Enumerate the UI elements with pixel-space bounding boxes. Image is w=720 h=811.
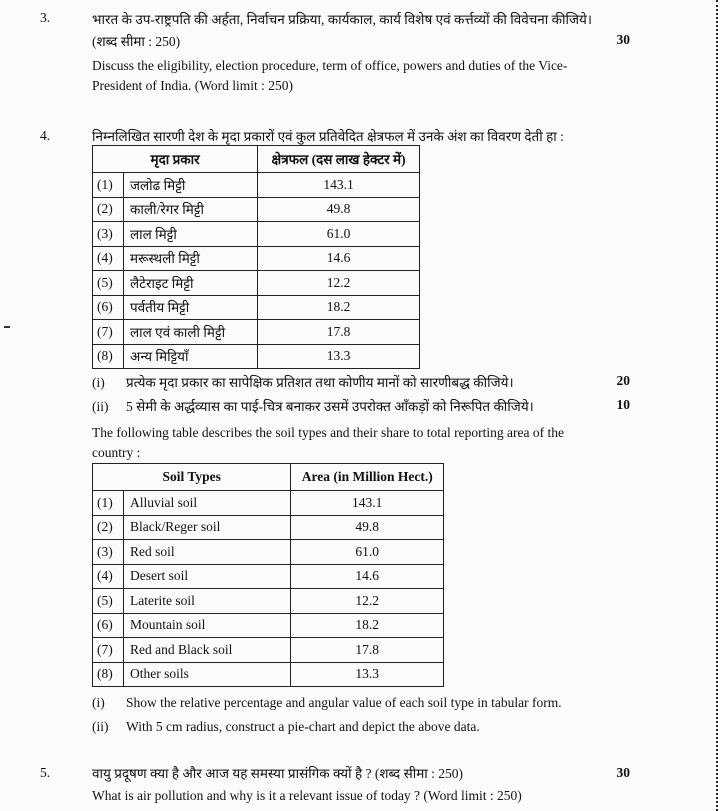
row-number: (7) (93, 320, 124, 345)
q4-sub-i-marks: 20 (616, 373, 630, 388)
column-header-area: क्षेत्रफल (दस लाख हेक्टर में) (258, 146, 420, 173)
area-cell: 143.1 (258, 173, 420, 198)
soil-type-cell: लाल मिट्टी (124, 222, 258, 247)
area-cell: 61.0 (258, 222, 420, 247)
q3-number: 3. (40, 10, 51, 25)
q4-english-intro-line1: The following table describes the soil types and their share to total reporting area of the (92, 425, 564, 440)
q4-hindi-sub-ii (92, 397, 534, 415)
table-row (93, 222, 420, 247)
soil-type-cell: पर्वतीय मिट्टी (124, 295, 258, 320)
q3-hindi-line1: भारत के उप-राष्ट्रपति की अर्हता, निर्वाचन प्रक्रिया, कार्यकाल, कार्य विशेष एवं कर्त्तव्यों की विवेचना कीजिये। (92, 12, 592, 27)
q3-marks: 30 (616, 32, 630, 47)
row-number: (1) (93, 491, 124, 516)
q5-hindi-line: वायु प्रदूषण क्या है और आज यह समस्या प्रासंगिक क्यों है ? (शब्द सीमा : 250) (92, 766, 464, 781)
soil-type-cell: लाल एवं काली मिट्टी (124, 320, 258, 345)
q4-english-intro-line2: country : (92, 445, 141, 460)
q5-english-line: What is air pollution and why is it a relevant issue of today ? (Word limit : 250) (92, 788, 522, 803)
hindi-soil-table (92, 145, 420, 369)
soil-type-cell: Desert soil (124, 564, 291, 589)
area-cell: 14.6 (258, 246, 420, 271)
sub-roman: (ii) (92, 399, 109, 414)
column-header-area: Area (in Million Hect.) (291, 464, 444, 491)
row-number: (5) (93, 271, 124, 296)
sub-text: Show the relative percentage and angular value of each soil type in tabular form. (126, 695, 562, 710)
table-row (93, 564, 444, 589)
soil-type-cell: Red and Black soil (124, 638, 291, 663)
row-number: (8) (93, 344, 124, 369)
column-header-soil-type: मृदा प्रकार (93, 146, 258, 173)
sub-roman: (i) (92, 695, 105, 710)
area-cell: 14.6 (291, 564, 444, 589)
q4-hindi-intro: निम्नलिखित सारणी देश के मृदा प्रकारों एवं कुल प्रतिवेदित क्षेत्रफल में उनके अंश का विवरण देती हा : (92, 129, 564, 144)
row-number: (6) (93, 613, 124, 638)
row-number: (2) (93, 515, 124, 540)
sub-roman: (i) (92, 375, 105, 390)
row-number: (5) (93, 589, 124, 614)
q5-marks: 30 (616, 765, 630, 780)
table-row (93, 295, 420, 320)
row-number: (4) (93, 246, 124, 271)
row-number: (6) (93, 295, 124, 320)
q4-sub-ii-marks: 10 (616, 397, 630, 412)
area-cell: 18.2 (291, 613, 444, 638)
table-header-row (93, 464, 444, 491)
area-cell: 17.8 (258, 320, 420, 345)
soil-type-cell: Alluvial soil (124, 491, 291, 516)
area-cell: 17.8 (291, 638, 444, 663)
area-cell: 143.1 (291, 491, 444, 516)
sub-text: With 5 cm radius, construct a pie-chart and depict the above data. (126, 719, 480, 734)
soil-type-cell: Other soils (124, 662, 291, 687)
table-row (93, 540, 444, 565)
margin-mark (4, 326, 10, 328)
table-row (93, 613, 444, 638)
q5-number: 5. (40, 765, 51, 780)
area-cell: 49.8 (291, 515, 444, 540)
soil-type-cell: लैटेराइट मिट्टी (124, 271, 258, 296)
table-row (93, 638, 444, 663)
sub-text: 5 सेमी के अर्द्धव्यास का पाई-चित्र बनाकर उसमें उपरोक्त आँकड़ों को निरूपित कीजिये। (126, 399, 534, 414)
english-soil-table (92, 463, 444, 687)
row-number: (8) (93, 662, 124, 687)
table-row (93, 515, 444, 540)
table-row (93, 246, 420, 271)
table-row (93, 344, 420, 369)
q4-english-sub-i (92, 695, 562, 711)
area-cell: 12.2 (258, 271, 420, 296)
table-row (93, 320, 420, 345)
area-cell: 61.0 (291, 540, 444, 565)
soil-type-cell: Red soil (124, 540, 291, 565)
table-header-row (93, 146, 420, 173)
area-cell: 18.2 (258, 295, 420, 320)
q3-hindi-word-limit: (शब्द सीमा : 250) (92, 34, 181, 49)
area-cell: 13.3 (258, 344, 420, 369)
q4-number: 4. (40, 128, 51, 143)
soil-type-cell: मरूस्थली मिट्टी (124, 246, 258, 271)
table-row (93, 173, 420, 198)
soil-type-cell: Mountain soil (124, 613, 291, 638)
row-number: (7) (93, 638, 124, 663)
q4-english-sub-ii (92, 719, 480, 735)
row-number: (1) (93, 173, 124, 198)
table-row (93, 491, 444, 516)
area-cell: 13.3 (291, 662, 444, 687)
table-row (93, 662, 444, 687)
column-header-soil-type: Soil Types (93, 464, 291, 491)
soil-type-cell: काली/रेगर मिट्टी (124, 197, 258, 222)
q3-english-line1: Discuss the eligibility, election procedure, term of office, powers and duties of the Vice- (92, 58, 568, 73)
area-cell: 49.8 (258, 197, 420, 222)
q3-english-line2: President of India. (Word limit : 250) (92, 78, 294, 93)
soil-type-cell: Black/Reger soil (124, 515, 291, 540)
row-number: (4) (93, 564, 124, 589)
soil-type-cell: Laterite soil (124, 589, 291, 614)
table-row (93, 271, 420, 296)
row-number: (3) (93, 222, 124, 247)
soil-type-cell: अन्य मिट्टियाँ (124, 344, 258, 369)
row-number: (3) (93, 540, 124, 565)
sub-text: प्रत्येक मृदा प्रकार का सापेक्षिक प्रतिशत तथा कोणीय मानों को सारणीबद्ध कीजिये। (126, 375, 514, 390)
row-number: (2) (93, 197, 124, 222)
sub-roman: (ii) (92, 719, 109, 734)
table-row (93, 197, 420, 222)
area-cell: 12.2 (291, 589, 444, 614)
table-row (93, 589, 444, 614)
page-edge-border (713, 0, 718, 811)
soil-type-cell: जलोढ मिट्टी (124, 173, 258, 198)
q4-hindi-sub-i (92, 373, 514, 391)
